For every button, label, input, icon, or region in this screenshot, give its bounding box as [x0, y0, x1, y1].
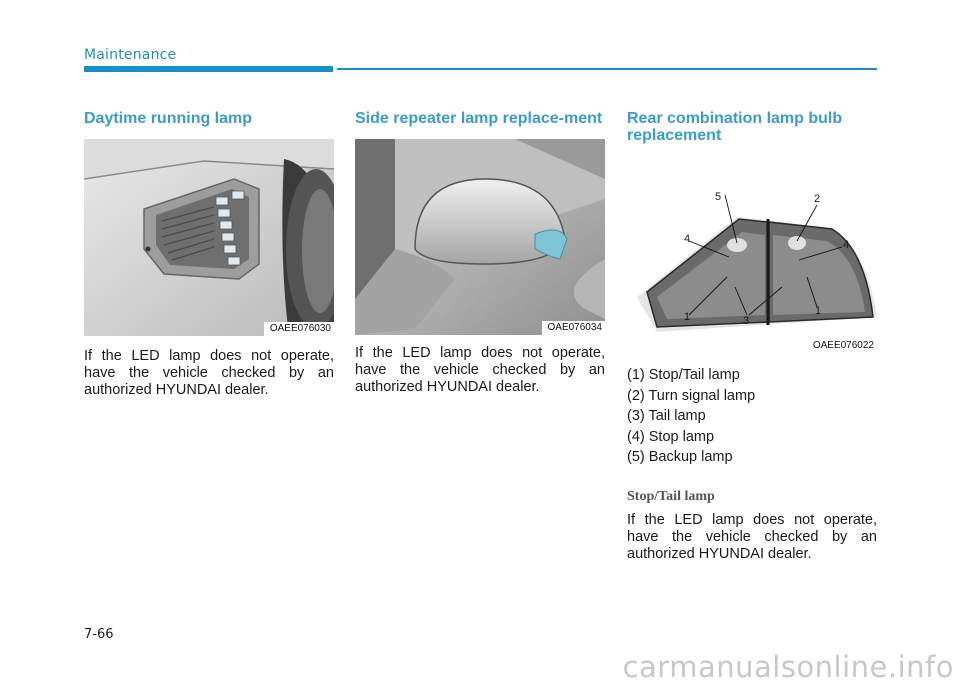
tail-lamp-diagram [627, 157, 877, 353]
body-text: If the LED lamp does not operate, have the vehicle checked by an authorized HYUNDAI dealer. [627, 511, 877, 562]
section-heading: Daytime running lamp [84, 110, 253, 127]
subheading: Stop/Tail lamp [627, 488, 715, 504]
callout-label: 2 [814, 193, 821, 205]
header-rule-thin [337, 68, 877, 70]
daytime-running-lamp-figure [84, 139, 334, 336]
rear-combination-lamp-figure [627, 157, 877, 353]
mirror-illustration [355, 139, 605, 335]
list-item: (4) Stop lamp [627, 428, 715, 445]
figure-code: OAEE076022 [807, 339, 877, 353]
body-text: If the LED lamp does not operate, have the vehicle checked by an authorized HYUNDAI dealer. [84, 348, 334, 398]
list-item: (3) Tail lamp [627, 408, 706, 424]
side-repeater-lamp-section [355, 110, 605, 396]
watermark: carmanualsonline.info [622, 650, 954, 684]
page-number: 7-66 [84, 627, 114, 642]
side-repeater-lamp-figure [355, 139, 605, 335]
daytime-running-lamp-section [84, 110, 334, 399]
callout-label: 3 [743, 315, 750, 327]
figure-code: OAE076034 [542, 321, 606, 335]
figure-code: OAEE076030 [264, 322, 334, 336]
section-heading: Side repeater lamp replace-ment [355, 110, 603, 127]
callout-label: 4 [843, 239, 850, 251]
body-text: If the LED lamp does not operate, have the vehicle checked by an authorized HYUNDAI dealer. [355, 345, 605, 395]
section-heading: Rear combination lamp bulb replacement [627, 110, 843, 144]
callout-label: 1 [815, 305, 822, 317]
section-header-label: Maintenance [84, 47, 177, 63]
rear-combination-lamp-section [627, 110, 877, 563]
lamp-legend-list [627, 365, 877, 468]
bumper-illustration [84, 139, 334, 336]
callout-label: 1 [684, 311, 691, 323]
callout-label: 5 [715, 191, 722, 203]
callout-label: 4 [684, 233, 691, 245]
header-rule-thick [84, 66, 333, 72]
list-item: (2) Turn signal lamp [627, 387, 756, 404]
list-item: (1) Stop/Tail lamp [627, 367, 740, 383]
list-item: (5) Backup lamp [627, 449, 733, 465]
